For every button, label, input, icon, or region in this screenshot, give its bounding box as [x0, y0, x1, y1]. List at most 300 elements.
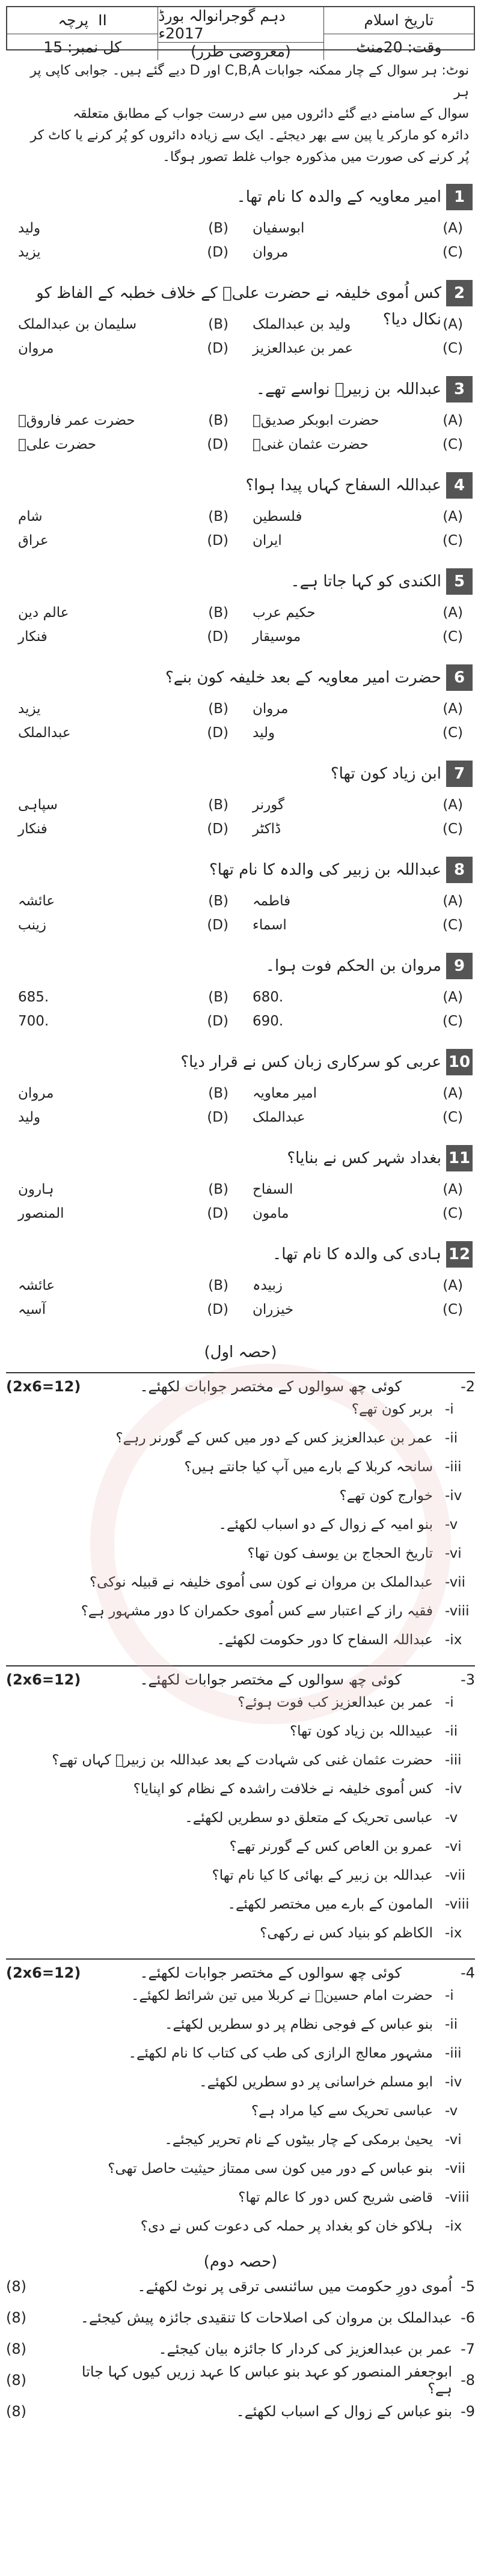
- option: [240, 1201, 475, 1226]
- paper-label: پرچہ: [58, 11, 89, 29]
- short-question: [6, 1746, 475, 1775]
- option-text: فاطمہ: [253, 893, 291, 909]
- roman-numeral: -vii: [445, 1868, 466, 1883]
- option-letter: (B): [208, 509, 228, 524]
- option-letter: (D): [207, 245, 228, 260]
- option: [6, 1298, 240, 1322]
- option-letter: (A): [443, 797, 463, 813]
- total-marks: کل نمبر: 15: [7, 34, 158, 61]
- roman-numeral: -vii: [445, 1575, 466, 1590]
- mcq-question: [6, 184, 475, 264]
- question-text: عبداللہ بن زبیر کی والدہ کا نام تھا؟: [209, 861, 441, 879]
- options-grid: [6, 1274, 475, 1322]
- short-question: [6, 1981, 475, 2010]
- option-text: ولید: [18, 220, 41, 236]
- option-letter: (B): [208, 1278, 228, 1293]
- long-question-text: عمر بن عبدالعزیز کی کردار کا جائزہ بیان کیجئے۔: [158, 2341, 453, 2357]
- short-question-text: یحییٰ برمکی کے چار بیٹوں کے نام تحریر کیجئے۔: [164, 2132, 433, 2148]
- option-letter: (B): [208, 1182, 228, 1197]
- note-line: پُر کرنے کی صورت میں مذکورہ جواب غلط تصور ہوگا۔: [162, 150, 469, 165]
- option: [6, 793, 240, 817]
- short-question: [6, 1832, 475, 1861]
- option: [240, 240, 475, 264]
- section-title: کوئی چھ سوالوں کے مختصر جوابات لکھئے۔: [139, 1964, 402, 1981]
- options-grid: [6, 409, 475, 457]
- short-question-text: المامون کے بارے میں مختصر لکھئے۔: [227, 1897, 433, 1912]
- short-question-text: عمر بن عبدالعزیز کب فوت ہوئے؟: [237, 1695, 433, 1710]
- section-marks: (2x6=12): [6, 1378, 81, 1395]
- long-question: [6, 2271, 475, 2302]
- option: [240, 793, 475, 817]
- short-question: [6, 2068, 475, 2097]
- long-question: [6, 2396, 475, 2427]
- short-question-text: عبیداللہ بن زیاد کون تھا؟: [289, 1724, 433, 1739]
- option-text: اسماء: [253, 917, 287, 933]
- part-two-title: (حصہ دوم): [203, 2253, 278, 2271]
- option-letter: (B): [208, 989, 228, 1005]
- section-header: [6, 1958, 475, 1981]
- roman-numeral: -iii: [445, 1459, 462, 1475]
- option: [240, 1105, 475, 1129]
- roman-numeral: -vi: [445, 2132, 462, 2148]
- option: [6, 1009, 240, 1033]
- option-letter: (D): [207, 341, 228, 356]
- option-text: مروان: [18, 1086, 54, 1101]
- short-question: [6, 1481, 475, 1510]
- question-number: 5: [446, 568, 473, 595]
- roman-numeral: -iv: [445, 1781, 462, 1797]
- option-text: موسیقار: [253, 629, 301, 645]
- short-question: [6, 2212, 475, 2241]
- option-text: ولید: [253, 725, 275, 741]
- option-text: سلیمان بن عبدالملک: [18, 317, 137, 332]
- section-marks: (2x6=12): [6, 1964, 81, 1981]
- roman-numeral: -v: [445, 2103, 458, 2119]
- board-name: دہم گوجرانوالہ بورڈ 2017ء: [158, 7, 286, 42]
- option-letter: (C): [442, 1110, 463, 1125]
- option-letter: (C): [442, 341, 463, 356]
- options-grid: [6, 601, 475, 649]
- option-text: شام: [18, 509, 43, 524]
- short-question-text: فقیہ راز کے اعتبار سے کس اُموی حکمران کا دور مشہور ہے؟: [81, 1603, 433, 1619]
- question-text: عربی کو سرکاری زبان کس نے قرار دیا؟: [180, 1053, 441, 1071]
- option-letter: (D): [207, 1013, 228, 1029]
- option-text: ولید: [18, 1110, 41, 1125]
- option-letter: (D): [207, 1110, 228, 1125]
- options-grid: [6, 1081, 475, 1129]
- short-question-text: بربر کون تھے؟: [351, 1402, 433, 1417]
- instructions-note: [12, 60, 469, 168]
- option: [240, 216, 475, 240]
- short-question-text: بنو عباس کے دور میں کون سی ممتاز حیثیت حاصل تھی؟: [108, 2161, 433, 2177]
- option-text: مروان: [253, 701, 289, 717]
- question-marks: (8): [6, 2278, 26, 2295]
- short-question-text: تاریخ الحجاج بن یوسف کون تھا؟: [247, 1546, 433, 1561]
- option-text: .685: [18, 989, 49, 1005]
- option: [240, 721, 475, 745]
- long-question-number: -5: [461, 2278, 475, 2295]
- subject-name: تاریخ اسلام: [364, 11, 434, 29]
- option-letter: (D): [207, 629, 228, 645]
- option: [240, 529, 475, 553]
- roman-numeral: -viii: [445, 1603, 470, 1619]
- option: [6, 721, 240, 745]
- question-text: عبداللہ بن زبیرؓ نواسے تھے۔: [256, 380, 441, 398]
- roman-numeral: -iii: [445, 1752, 462, 1768]
- option-letter: (D): [207, 917, 228, 933]
- option-letter: (C): [442, 437, 463, 452]
- option-letter: (B): [208, 1086, 228, 1101]
- paper-header: [6, 6, 475, 60]
- options-grid: [6, 216, 475, 264]
- option-text: مامون: [253, 1206, 289, 1221]
- section-number: -3: [461, 1671, 475, 1688]
- option-letter: (C): [442, 245, 463, 260]
- long-question: [6, 2365, 475, 2396]
- option-text: مروان: [253, 245, 289, 260]
- short-question: [6, 1597, 475, 1626]
- option-letter: (A): [443, 605, 463, 621]
- short-question: [6, 1453, 475, 1481]
- short-question-text: عمر بن عبدالعزیز کس کے دور میں کس کے گورنر رہے؟: [115, 1430, 433, 1446]
- roman-numeral: -iv: [445, 2074, 462, 2090]
- mcq-question: [6, 280, 475, 360]
- roman-numeral: -viii: [445, 1897, 470, 1912]
- option: [240, 913, 475, 937]
- option-text: سپاہی: [18, 797, 58, 813]
- option-letter: (C): [442, 917, 463, 933]
- option-text: حضرت عثمان غنیؓ: [253, 437, 369, 452]
- option: [240, 1081, 475, 1105]
- option-letter: (D): [207, 821, 228, 837]
- roman-numeral: -v: [445, 1517, 458, 1533]
- short-question-text: بنو امیہ کے زوال کے دو اسباب لکھئے۔: [218, 1517, 433, 1533]
- option: [6, 889, 240, 913]
- short-question: [6, 1395, 475, 1424]
- header-col-right: [323, 7, 474, 60]
- question-marks: (8): [6, 2403, 26, 2420]
- long-question-number: -8: [461, 2372, 475, 2389]
- mcq-question: [6, 857, 475, 937]
- short-question: [6, 1424, 475, 1453]
- option: [6, 625, 240, 649]
- option-text: عبدالملک: [253, 1110, 305, 1125]
- question-number: 3: [446, 376, 473, 402]
- option-text: .700: [18, 1013, 49, 1029]
- option: [6, 817, 240, 841]
- options-grid: [6, 1177, 475, 1226]
- mcq-question: [6, 1049, 475, 1129]
- short-question: [6, 1510, 475, 1539]
- short-question: [6, 2010, 475, 2039]
- option-text: عمر بن عبدالعزیز: [253, 341, 354, 356]
- option: [240, 409, 475, 433]
- question-marks: (8): [6, 2341, 26, 2357]
- long-question-number: -9: [461, 2403, 475, 2420]
- option: [6, 216, 240, 240]
- option: [6, 697, 240, 721]
- section-title: کوئی چھ سوالوں کے مختصر جوابات لکھئے۔: [139, 1378, 402, 1395]
- option: [240, 1298, 475, 1322]
- note-line: سوال کے سامنے دیے گئے دائروں میں سے درست جواب کے مطابق متعلقہ: [73, 106, 469, 121]
- option: [6, 601, 240, 625]
- question-text: ہادی کی والدہ کا نام تھا۔: [272, 1245, 441, 1263]
- time-allowed: وقت: 20منٹ: [324, 34, 474, 61]
- option-text: حضرت عمر فاروقؓ: [18, 413, 135, 428]
- question-number: 7: [446, 761, 473, 787]
- option-text: المنصور: [18, 1206, 64, 1221]
- question-number: 6: [446, 664, 473, 691]
- section-marks: (2x6=12): [6, 1671, 81, 1688]
- option-letter: (A): [443, 509, 463, 524]
- long-question-list: [6, 2271, 475, 2427]
- short-question-text: عباسی تحریک سے کیا مراد ہے؟: [251, 2103, 433, 2119]
- short-question: [6, 1626, 475, 1654]
- option-letter: (A): [443, 893, 463, 909]
- option-letter: (A): [443, 413, 463, 428]
- short-question-text: حضرت امام حسینؓ نے کربلا میں تین شرائط لکھئے۔: [131, 1988, 433, 2003]
- option-text: ولید بن عبدالملک: [253, 317, 351, 332]
- option-letter: (A): [443, 317, 463, 332]
- option-text: ایران: [253, 533, 282, 548]
- option: [240, 433, 475, 457]
- option-letter: (A): [443, 1086, 463, 1101]
- option: [240, 697, 475, 721]
- roman-numeral: -viii: [445, 2190, 470, 2205]
- option-text: یزید: [18, 701, 41, 717]
- roman-numeral: -vii: [445, 2161, 466, 2177]
- option-letter: (D): [207, 437, 228, 452]
- mcq-question: [6, 1145, 475, 1226]
- part-one-title: (حصہ اول): [204, 1343, 277, 1361]
- option-text: امیر معاویہ: [253, 1086, 317, 1101]
- option: [240, 1177, 475, 1201]
- roman-numeral: -ii: [445, 2017, 458, 2032]
- option-text: آسیہ: [18, 1302, 46, 1317]
- note-line: دائرہ کو مارکر یا پین سے بھر دیجئے۔ ایک سے زیادہ دائروں کو پُر کرنے یا کاٹ کر: [30, 128, 469, 143]
- option: [240, 505, 475, 529]
- short-question-text: سانحہ کربلا کے بارے میں آپ کیا جانتے ہیں؟: [184, 1459, 433, 1475]
- mcq-question: [6, 376, 475, 457]
- option: [6, 529, 240, 553]
- section-header: [6, 1372, 475, 1395]
- mcq-list: [6, 184, 475, 1322]
- short-question: [6, 1890, 475, 1919]
- option: [240, 336, 475, 360]
- question-text: کس اُموی خلیفہ نے حضرت علیؓ کے خلاف خطبہ کے الفاظ کو نکال دیا؟: [36, 284, 441, 329]
- question-number: 4: [446, 472, 473, 499]
- short-question-text: عبداللہ السفاح کا دور حکومت لکھئے۔: [216, 1632, 433, 1648]
- short-question-text: الکاظم کو بنیاد کس نے رکھی؟: [260, 1925, 433, 1941]
- roman-numeral: -vi: [445, 1546, 462, 1561]
- option-letter: (D): [207, 1302, 228, 1317]
- option-letter: (C): [442, 533, 463, 548]
- option: [240, 601, 475, 625]
- long-question: [6, 2302, 475, 2333]
- mcq-question: [6, 472, 475, 553]
- option-text: .690: [253, 1013, 284, 1029]
- option-letter: (B): [208, 893, 228, 909]
- options-grid: [6, 697, 475, 745]
- question-number: 9: [446, 953, 473, 979]
- short-question-text: حضرت عثمان غنی کی شہادت کے بعد عبداللہ بن زبیرؓ کہاں تھے؟: [52, 1752, 433, 1768]
- mcq-question: [6, 1241, 475, 1322]
- option-text: گورنر: [253, 797, 285, 813]
- question-number: 12: [446, 1241, 473, 1268]
- roman-numeral: -ii: [445, 1724, 458, 1739]
- section-number: -4: [461, 1964, 475, 1981]
- option-letter: (C): [442, 1302, 463, 1317]
- option-text: السفاح: [253, 1182, 293, 1197]
- roman-numeral: -i: [445, 1695, 454, 1710]
- roman-numeral: -vi: [445, 1839, 462, 1855]
- option-text: عائشہ: [18, 893, 55, 909]
- option-text: حضرت علیؓ: [18, 437, 97, 452]
- option: [6, 240, 240, 264]
- long-question-text: اُموی دورِ حکومت میں سائنسی ترقی پر نوٹ لکھئے۔: [137, 2278, 453, 2295]
- short-question-text: مشہور معالج الرازی کی طب کی کتاب کا نام لکھئے۔: [128, 2046, 433, 2061]
- long-question-text: عبدالملک بن مروان کی اصلاحات کا تنقیدی جائزہ پیش کیجئے۔: [80, 2309, 453, 2326]
- short-question: [6, 1717, 475, 1746]
- option-text: عائشہ: [18, 1278, 55, 1293]
- option-text: عراق: [18, 533, 49, 548]
- option-letter: (D): [207, 533, 228, 548]
- long-question-text: بنو عباس کے زوال کے اسباب لکھئے۔: [236, 2403, 453, 2420]
- question-number: 1: [446, 184, 473, 210]
- option: [240, 985, 475, 1009]
- option-letter: (B): [208, 317, 228, 332]
- option: [6, 1105, 240, 1129]
- option: [6, 312, 240, 336]
- option-text: .680: [253, 989, 284, 1005]
- options-grid: [6, 985, 475, 1033]
- long-question: [6, 2333, 475, 2365]
- roman-numeral: -ix: [445, 1632, 462, 1648]
- question-text: الکندی کو کہا جاتا ہے۔: [290, 573, 441, 591]
- short-question-text: عبداللہ بن زبیر کے بھائی کا کیا نام تھا؟: [212, 1868, 433, 1883]
- option: [6, 1177, 240, 1201]
- options-grid: [6, 889, 475, 937]
- option-letter: (B): [208, 413, 228, 428]
- long-question-number: -6: [461, 2309, 475, 2326]
- option-text: زبیدہ: [253, 1278, 283, 1293]
- short-question-sections: [6, 1372, 475, 2241]
- question-number: 10: [446, 1049, 473, 1075]
- option-letter: (C): [442, 725, 463, 741]
- option: [6, 1274, 240, 1298]
- option-letter: (C): [442, 1206, 463, 1221]
- option: [6, 1081, 240, 1105]
- option-letter: (B): [208, 701, 228, 717]
- header-col-mid: [158, 7, 323, 60]
- option-letter: (A): [443, 220, 463, 236]
- roman-numeral: -ix: [445, 1925, 462, 1941]
- option-letter: (D): [207, 725, 228, 741]
- roman-numeral: -i: [445, 1402, 454, 1417]
- option-text: فنکار: [18, 821, 47, 837]
- question-text: عبداللہ السفاح کہاں پیدا ہوا؟: [245, 476, 441, 494]
- short-question-text: عمرو بن العاص کس کے گورنر تھے؟: [229, 1839, 433, 1855]
- option-text: حضرت ابوبکر صدیقؓ: [253, 413, 379, 428]
- roman-numeral: -ix: [445, 2219, 462, 2234]
- options-grid: [6, 505, 475, 553]
- exam-paper: [6, 6, 475, 2570]
- short-question-text: ہلاکو خان کو بغداد پر حملہ کی دعوت کس نے دی؟: [140, 2219, 433, 2234]
- option-text: یزید: [18, 245, 41, 260]
- short-question-text: عباسی تحریک کے متعلق دو سطریں لکھئے۔: [185, 1810, 433, 1826]
- long-question-number: -7: [461, 2341, 475, 2357]
- option-text: زینب: [18, 917, 47, 933]
- roman-numeral: -iv: [445, 1488, 462, 1504]
- short-question-text: عبدالملک بن مروان نے کون سی اُموی خلیفہ نے قبیلہ نوکی؟: [89, 1575, 433, 1590]
- long-question-text: ابوجعفر المنصور کو عہد بنو عباس کا عہد زریں کیوں کہا جاتا ہے؟: [81, 2363, 453, 2397]
- option: [6, 505, 240, 529]
- roman-numeral: -ii: [445, 1430, 458, 1446]
- option: [6, 336, 240, 360]
- header-col-left: [7, 7, 158, 60]
- option-text: عالم دین: [18, 605, 69, 621]
- short-question: [6, 1539, 475, 1568]
- option-letter: (A): [443, 1182, 463, 1197]
- question-text: حضرت امیر معاویہ کے بعد خلیفہ کون بنے؟: [165, 669, 441, 687]
- mcq-question: [6, 664, 475, 745]
- short-question: [6, 2183, 475, 2212]
- option-text: فنکار: [18, 629, 47, 645]
- roman-numeral: -iii: [445, 2046, 462, 2061]
- mcq-question: [6, 953, 475, 1033]
- option-letter: (D): [207, 1206, 228, 1221]
- option-text: عبدالملک: [18, 725, 71, 741]
- option-letter: (A): [443, 1278, 463, 1293]
- option-letter: (A): [443, 989, 463, 1005]
- short-question: [6, 2039, 475, 2068]
- option: [6, 1201, 240, 1226]
- question-text: بغداد شہر کس نے بنایا؟: [287, 1149, 441, 1167]
- short-question: [6, 1919, 475, 1948]
- option: [6, 433, 240, 457]
- option: [240, 889, 475, 913]
- mcq-question: [6, 568, 475, 649]
- options-grid: [6, 312, 475, 360]
- roman-numeral: -i: [445, 1988, 454, 2003]
- question-marks: (8): [6, 2309, 26, 2326]
- option-text: خیزران: [253, 1302, 294, 1317]
- section-header: [6, 1665, 475, 1688]
- option-text: فلسطین: [253, 509, 302, 524]
- option-text: حکیم عرب: [253, 605, 316, 621]
- option-letter: (B): [208, 797, 228, 813]
- section-number: -2: [461, 1378, 475, 1395]
- option: [240, 1274, 475, 1298]
- short-question-text: خوارج کون تھے؟: [339, 1488, 433, 1504]
- question-text: امیر معاویہ کے والدہ کا نام تھا۔: [236, 188, 441, 206]
- question-number: 8: [446, 857, 473, 883]
- option: [240, 817, 475, 841]
- short-question: [6, 2154, 475, 2183]
- options-grid: [6, 793, 475, 841]
- option: [240, 312, 475, 336]
- option-letter: (B): [208, 605, 228, 621]
- question-number: 11: [446, 1145, 473, 1171]
- paper-number: II: [98, 11, 107, 29]
- short-question: [6, 1688, 475, 1717]
- option-text: ابوسفیان: [253, 220, 305, 236]
- option-text: ڈاکٹر: [253, 821, 281, 837]
- short-question: [6, 1775, 475, 1803]
- option-letter: (C): [442, 1013, 463, 1029]
- section-title: کوئی چھ سوالوں کے مختصر جوابات لکھئے۔: [139, 1671, 402, 1688]
- option-letter: (C): [442, 629, 463, 645]
